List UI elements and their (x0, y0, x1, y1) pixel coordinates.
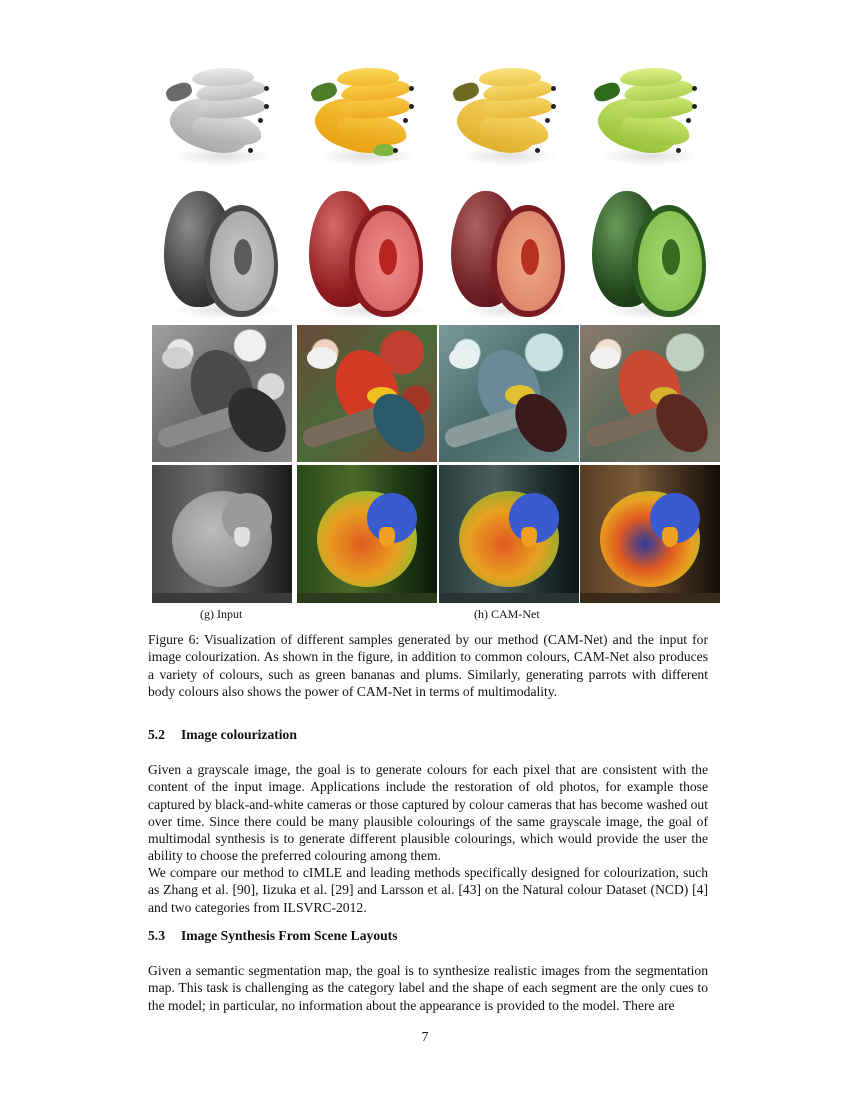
macaw-input-image (152, 325, 292, 462)
banana-sample-2-image (439, 58, 579, 180)
subcaption-camnet: (h) CAM-Net (474, 607, 540, 621)
macaw-sample-2-image (439, 325, 579, 462)
plum-sample-1-image (297, 183, 437, 323)
section-number: 5.3 (148, 928, 165, 943)
plum-input-image (152, 183, 292, 323)
lorikeet-input-image (152, 465, 292, 603)
figure-caption: Figure 6: Visualization of different samples generated by our method (CAM-Net) and the input for image colourization. As shown in the figure, in addition to common colours, CAM-Net also produces a variety of colours, such as green bananas and plums. Similarly, generating parrots with different body colours also shows the power of CAM-Net in terms of multimodality. (148, 632, 708, 699)
subcaption-input: (g) Input (200, 607, 243, 621)
section-title: Image colourization (181, 727, 297, 742)
paragraph: We compare our method to cIMLE and leading methods specifically designed for colourization, such as Zhang et al. [90], Iizuka et al. [29] and Larsson et al. [43] on the Natural colour Dataset (NCD) [4] and two categories from ILSVRC-2012. (148, 865, 708, 915)
page-number: 7 (421, 1029, 429, 1044)
lorikeet-sample-3-image (580, 465, 720, 603)
lorikeet-sample-1-image (297, 465, 437, 603)
banana-input-image (152, 58, 292, 180)
macaw-sample-1-image (297, 325, 437, 462)
plum-sample-3-image (580, 183, 720, 323)
macaw-sample-3-image (580, 325, 720, 462)
plum-sample-2-image (439, 183, 579, 323)
paragraph: Given a semantic segmentation map, the goal is to synthesize realistic images from the segmentation map. This task is challenging as the category label and the shape of each segment are the only cues to the model; in particular, no information about the appearance is provided to the model. There are (148, 963, 708, 1013)
lorikeet-sample-2-image (439, 465, 579, 603)
paragraph: Given a grayscale image, the goal is to generate colours for each pixel that are consistent with the content of the input image. Applications include the restoration of old photos, for example those captured by black-and-white cameras or those captured by colour cameras that has become washed out over time. Since there could be many plausible colourings of the same grayscale image, the goal of multimodal synthesis is to generate different plausible colourings, which would provide the user the ability to choose the preferred colouring among them. (148, 762, 708, 864)
section-heading-5-3 (148, 928, 398, 944)
section-title: Image Synthesis From Scene Layouts (181, 928, 398, 943)
banana-sample-3-image (580, 58, 720, 180)
section-heading-5-2 (148, 727, 297, 743)
banana-sample-1-image (297, 58, 437, 180)
section-number: 5.2 (148, 727, 165, 742)
